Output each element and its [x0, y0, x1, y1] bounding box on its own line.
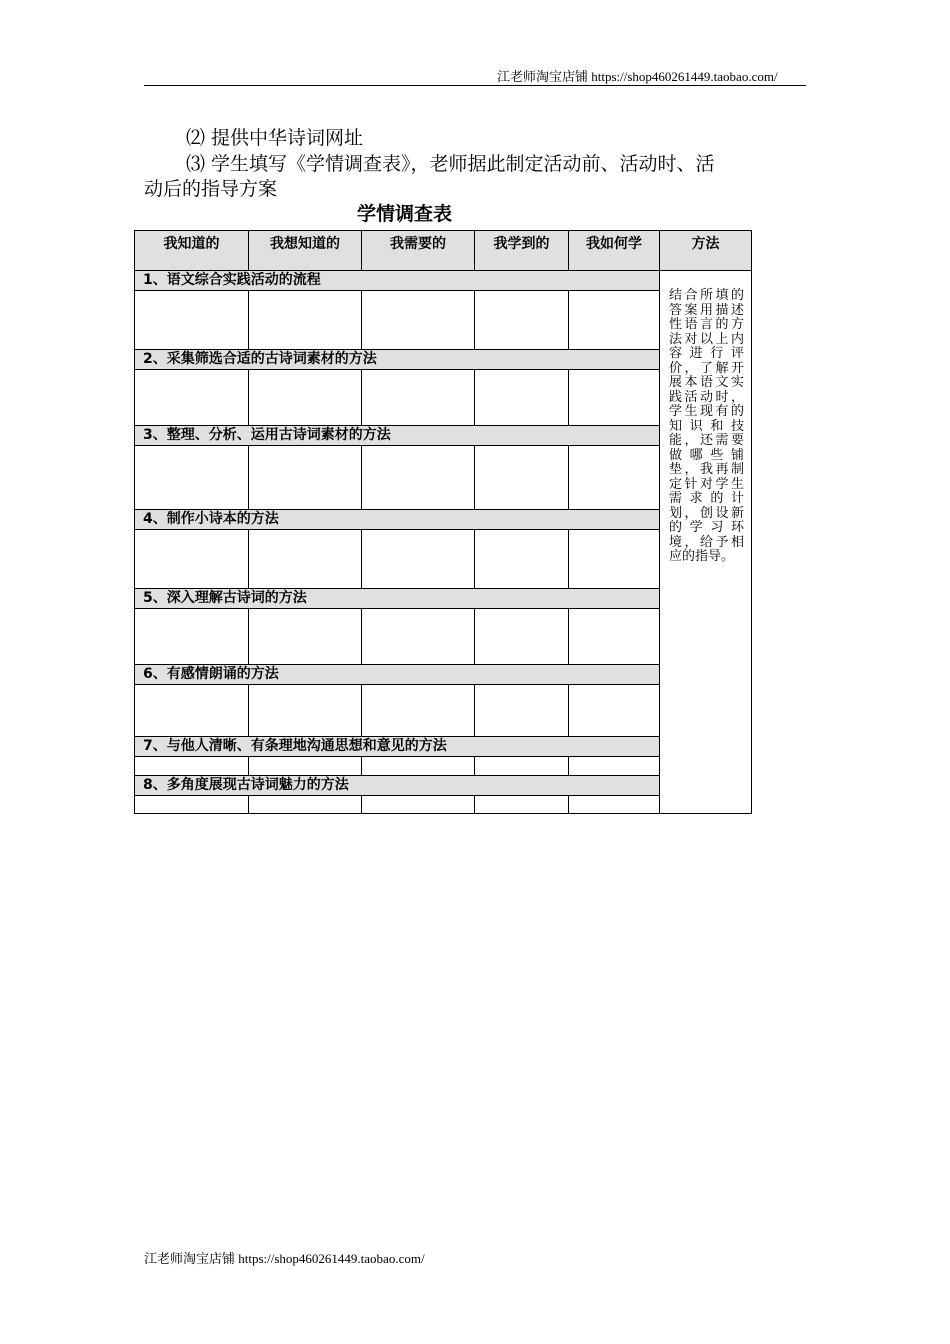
table-cell: [569, 530, 660, 589]
table-cell: [475, 530, 569, 589]
table-cell: [569, 609, 660, 665]
survey-table: [134, 230, 752, 814]
section-label: 6、有感情朗诵的方法: [135, 665, 660, 685]
section-row: [135, 776, 752, 796]
table-cell: [135, 685, 249, 737]
section-label: 2、采集筛选合适的古诗词素材的方法: [135, 350, 660, 370]
table-cell: [249, 685, 362, 737]
table-cell: [362, 446, 475, 510]
table-cell: [569, 446, 660, 510]
table-row: [135, 757, 752, 776]
column-header: 我知道的: [135, 231, 249, 271]
column-header: 我需要的: [362, 231, 475, 271]
section-label: 8、多角度展现古诗词魅力的方法: [135, 776, 660, 796]
table-cell: [475, 446, 569, 510]
table-cell: [475, 757, 569, 776]
table-cell: [249, 291, 362, 350]
page-footer-text: 江老师淘宝店铺 https://shop460261449.taobao.com/: [144, 1251, 425, 1266]
table-header-row: [135, 231, 752, 271]
page-header-text: 江老师淘宝店铺 https://shop460261449.taobao.com/: [497, 69, 778, 84]
table-cell: [362, 685, 475, 737]
section-label: 3、整理、分析、运用古诗词素材的方法: [135, 426, 660, 446]
table-cell: [475, 291, 569, 350]
table-cell: [362, 609, 475, 665]
table-cell: [135, 530, 249, 589]
column-header: 方法: [660, 231, 752, 271]
method-description: 结合所填的答案用描述性语言的方法对以上内容进行评价，了解开展本语文实践活动时，学生现有的知识和技能，还需要做哪些铺垫，我再制定针对学生需求的计划，创设新的学习环境，给予相应的指导。: [660, 271, 752, 814]
section-row: [135, 510, 752, 530]
table-cell: [569, 757, 660, 776]
section-label: 5、深入理解古诗词的方法: [135, 589, 660, 609]
table-cell: [249, 796, 362, 814]
table-cell: [475, 609, 569, 665]
table-cell: [569, 796, 660, 814]
section-row: [135, 665, 752, 685]
table-cell: [135, 446, 249, 510]
table-cell: [249, 530, 362, 589]
table-row: [135, 685, 752, 737]
table-title: 学情调查表: [357, 203, 453, 225]
table-cell: [362, 530, 475, 589]
body-line-2: ⑶ 学生填写《学情调查表》，老师据此制定活动前、活动时、活: [186, 153, 715, 175]
table-cell: [362, 757, 475, 776]
table-cell: [475, 685, 569, 737]
table-cell: [362, 370, 475, 426]
table-cell: [362, 291, 475, 350]
table-cell: [135, 291, 249, 350]
column-header: 我想知道的: [249, 231, 362, 271]
table-cell: [475, 796, 569, 814]
body-line-3: 动后的指导方案: [144, 178, 278, 200]
table-cell: [569, 291, 660, 350]
section-row: [135, 350, 752, 370]
section-row: [135, 426, 752, 446]
section-row: [135, 271, 752, 291]
section-row: [135, 737, 752, 757]
table-row: [135, 530, 752, 589]
table-row: [135, 370, 752, 426]
table-cell: [475, 370, 569, 426]
section-label: 4、制作小诗本的方法: [135, 510, 660, 530]
section-label: 7、与他人清晰、有条理地沟通思想和意见的方法: [135, 737, 660, 757]
table-cell: [135, 370, 249, 426]
table-cell: [249, 446, 362, 510]
header-divider: [144, 85, 806, 86]
section-row: [135, 589, 752, 609]
table-row: [135, 796, 752, 814]
column-header: 我如何学: [569, 231, 660, 271]
table-cell: [569, 685, 660, 737]
body-line-1: ⑵ 提供中华诗词网址: [186, 127, 364, 149]
table-cell: [362, 796, 475, 814]
table-row: [135, 446, 752, 510]
table-row: [135, 291, 752, 350]
table-cell: [135, 609, 249, 665]
table-cell: [249, 609, 362, 665]
column-header: 我学到的: [475, 231, 569, 271]
table-cell: [569, 370, 660, 426]
table-cell: [135, 757, 249, 776]
section-label: 1、语文综合实践活动的流程: [135, 271, 660, 291]
table-row: [135, 609, 752, 665]
table-cell: [249, 757, 362, 776]
table-cell: [135, 796, 249, 814]
table-cell: [249, 370, 362, 426]
